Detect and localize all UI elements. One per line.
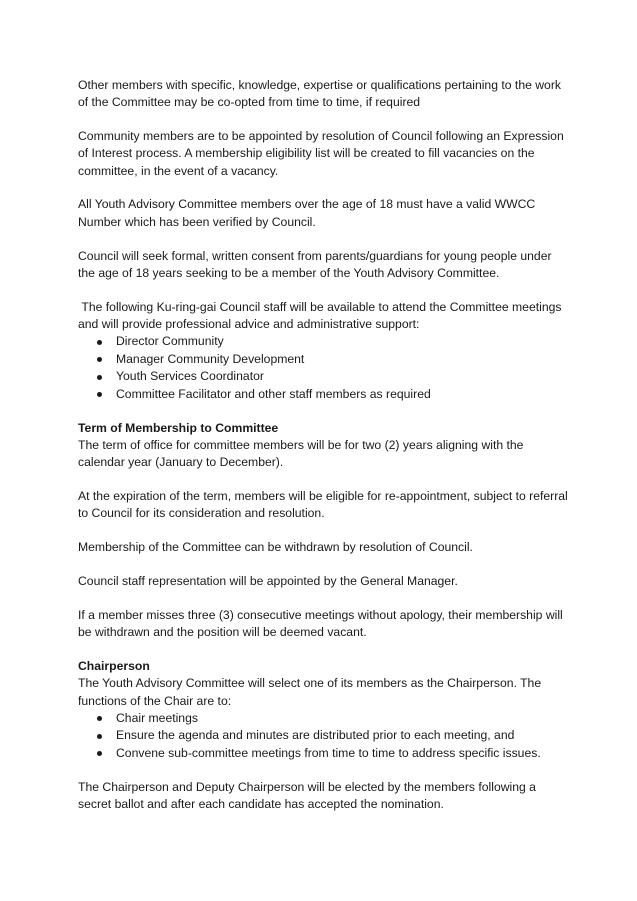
paragraph-parental-consent: Council will seek formal, written consent from parents/guardians for young people under the age of 18 years seeking to be a member of the Youth Advisory Committee. [78,248,552,280]
paragraph-council-staff: The following Ku-ring-gai Council staff will be available to attend the Committee meetings and will provide professional advice and administrative support: [78,299,565,331]
bullet-icon [97,751,102,756]
list-item: Ensure the agenda and minutes are distributed prior to each meeting, and [78,727,568,745]
bullet-icon [97,392,102,397]
paragraph-co-opted-members: Other members with specific, knowledge, expertise or qualifications pertaining to the work of the Committee may be co-opted from time to time, if required [78,78,561,110]
paragraph-chair-intro: The Youth Advisory Committee will select one of its members as the Chairperson. The functions of the Chair are to: [78,676,542,708]
paragraph-election: The Chairperson and Deputy Chairperson will be elected by the members following a secret ballot and after each candidate has accepted the nomination. [78,779,536,812]
list-item: Convene sub-committee meetings from time to time to address specific issues. [78,745,568,763]
paragraph-term-of-office: The term of office for committee members will be for two (2) years aligning with the calendar year (January to December). [78,438,524,470]
bullet-icon [97,375,102,380]
paragraph-staff-representation: Council staff representation will be appointed by the General Manager. [78,574,458,589]
list-item: Manager Community Development [78,351,568,369]
document-page [78,77,568,813]
list-item: Director Community [78,333,568,351]
bullet-icon [97,734,102,739]
paragraph-community-members: Community members are to be appointed by resolution of Council following an Expression of Interest process. A membership eligibility list will be created to fill vacancies on the committee, in the event of a vacancy. [78,129,564,178]
staff-list [78,333,568,403]
bullet-icon [97,357,102,362]
bullet-icon [97,340,102,345]
paragraph-wwcc: All Youth Advisory Committee members over the age of 18 must have a valid WWCC Number which has been verified by Council. [78,197,536,229]
paragraph-re-appointment: At the expiration of the term, members will be eligible for re-appointment, subject to referral to Council for its consideration and resolution. [78,489,568,521]
list-item: Chair meetings [78,710,568,728]
paragraph-withdrawal: Membership of the Committee can be withdrawn by resolution of Council. [78,540,473,555]
chair-functions-list [78,710,568,763]
list-item: Committee Facilitator and other staff members as required [78,386,568,404]
paragraph-missed-meetings: If a member misses three (3) consecutive meetings without apology, their membership will be withdrawn and the position will be deemed vacant. [78,607,563,640]
bullet-icon [97,716,102,721]
heading-chairperson: Chairperson [78,658,150,673]
heading-term-of-membership: Term of Membership to Committee [78,420,279,435]
list-item: Youth Services Coordinator [78,368,568,386]
